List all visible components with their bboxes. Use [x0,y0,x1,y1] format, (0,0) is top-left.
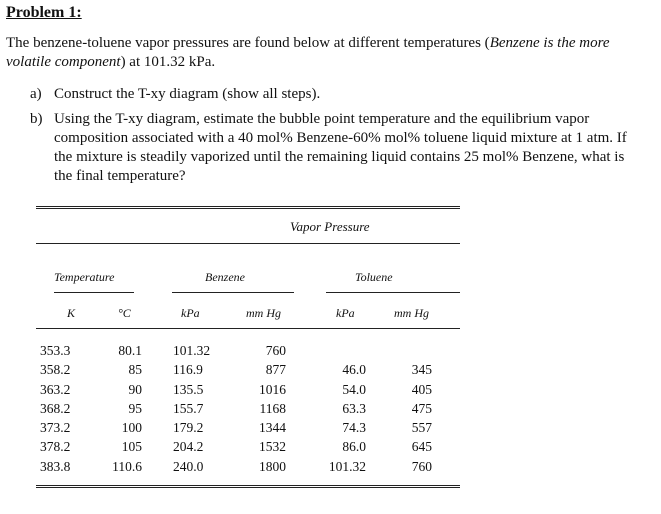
cell-toluene-mmhg [392,341,432,360]
table-bottom-rule [36,485,460,488]
cell-benzene-kpa: 135.5 [173,381,204,397]
cell-benzene-mmhg: 1800 [259,458,286,474]
cell-k: 353.3 [40,343,71,358]
question-a-text: Construct the T-xy diagram (show all steps). [54,86,321,102]
column-k [40,341,86,476]
toluene-group-rule [326,292,460,293]
question-a-letter: a) [30,86,42,102]
cell-c: 90 [128,381,142,397]
cell-c: 85 [128,362,142,378]
cell-toluene-kpa: 74.3 [342,420,366,436]
temperature-group-rule [54,292,134,293]
cell-k: 358.2 [40,362,71,378]
table-title-rule [36,243,460,244]
unit-c: °C [118,306,131,320]
intro-italic: Benzene is the more volatile component [6,35,610,70]
cell-benzene-kpa: 116.9 [173,362,203,378]
cell-toluene-mmhg: 557 [411,420,432,436]
intro-paragraph [6,34,646,72]
cell-benzene-kpa: 240.0 [173,458,204,474]
unit-k: K [67,306,76,320]
cell-benzene-mmhg: 1532 [259,439,286,455]
cell-toluene-kpa: 63.3 [342,400,366,416]
cell-benzene-kpa: 179.2 [173,420,204,436]
cell-toluene-kpa: 46.0 [342,362,366,378]
cell-k: 363.2 [40,381,71,397]
header-benzene: Benzene [205,270,245,284]
cell-benzene-mmhg: 1016 [259,381,286,397]
cell-c: 110.6 [112,458,142,474]
column-benzene-mmhg [240,341,286,476]
cell-toluene-mmhg: 760 [411,458,432,474]
question-b-letter: b) [30,111,43,127]
unit-toluene-mmhg: mm Hg [394,306,429,320]
cell-toluene-mmhg: 645 [411,439,432,455]
cell-toluene-kpa [318,341,366,360]
cell-c: 105 [121,439,142,455]
cell-c: 80.1 [118,343,142,358]
cell-k: 383.8 [40,458,71,474]
cell-benzene-mmhg: 760 [265,343,286,358]
cell-toluene-mmhg: 475 [411,400,432,416]
benzene-group-rule [172,292,294,293]
cell-benzene-kpa: 155.7 [173,400,204,416]
cell-toluene-mmhg: 405 [411,381,432,397]
column-toluene-mmhg [392,341,432,476]
intro-text-2: ) at 101.32 kPa. [120,54,216,70]
column-c [100,341,142,476]
cell-c: 100 [121,420,142,436]
cell-benzene-mmhg: 1168 [259,400,286,416]
cell-toluene-kpa: 86.0 [342,439,366,455]
cell-k: 378.2 [40,439,71,455]
units-rule [36,328,460,329]
cell-benzene-kpa: 101.32 [173,343,211,358]
cell-toluene-mmhg: 345 [411,362,432,378]
cell-toluene-kpa: 54.0 [342,381,366,397]
question-b [30,110,640,186]
question-a [30,85,320,104]
table-top-rule [36,206,460,209]
header-temperature: Temperature [54,270,115,284]
column-toluene-kpa [318,341,366,476]
table-title: Vapor Pressure [290,219,370,234]
unit-benzene-kpa: kPa [181,306,200,320]
column-benzene-kpa [173,341,223,476]
header-toluene: Toluene [355,270,393,284]
cell-benzene-mmhg: 1344 [259,420,286,436]
cell-k: 368.2 [40,400,71,416]
problem-title: Problem 1: [6,4,82,21]
unit-benzene-mmhg: mm Hg [246,306,281,320]
cell-benzene-kpa: 204.2 [173,439,204,455]
unit-toluene-kpa: kPa [336,306,355,320]
cell-toluene-kpa: 101.32 [328,458,366,474]
cell-c: 95 [128,400,142,416]
cell-k: 373.2 [40,420,71,436]
intro-text-1: The benzene-toluene vapor pressures are found below at different temperatures ( [6,35,490,51]
cell-benzene-mmhg: 877 [265,362,286,378]
question-b-text: Using the T-xy diagram, estimate the bubble point temperature and the equilibrium vapor composition associated with a 40 mol% Benzene-60% mol% toluene liquid mixture at 1 atm. If the mixture is steadily vaporized until the remaining liquid contains 25 mol% Benzene, what is the final temperature? [54,111,627,184]
